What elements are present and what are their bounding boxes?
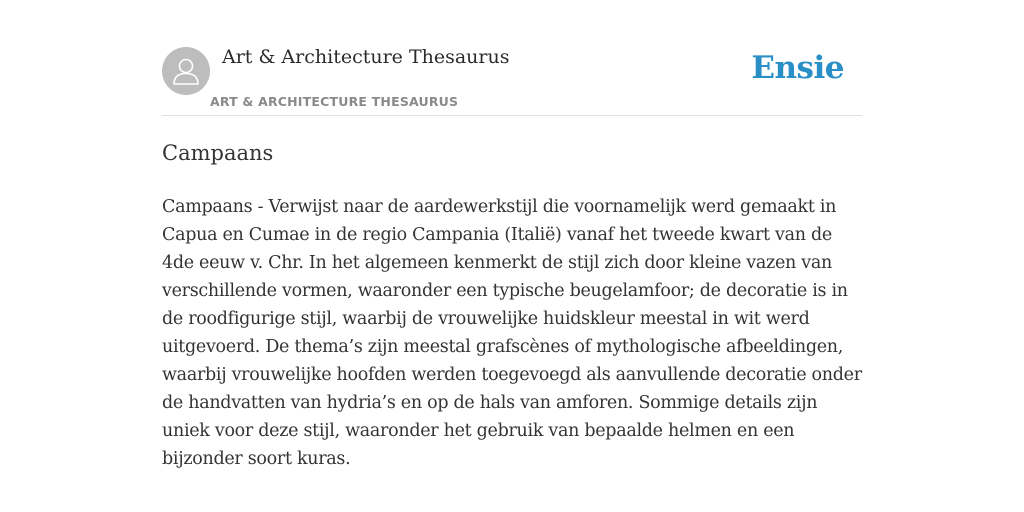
- user-icon: [162, 47, 210, 95]
- avatar[interactable]: [162, 47, 210, 95]
- term-definition: Campaans - Verwijst naar de aardewerkstijl die voornamelijk werd gemaakt in Capua en Cumae in de regio Campania (Italië) vanaf het tweede kwart van de 4de eeuw v. Chr. In het algemeen kenmerkt de stijl zich door kleine vazen van verschillende vormen, waaronder een typische beugelamfoor; de decoratie is in de roodfigurige stijl, waarbij de vrouwelijke huidskleur meestal in wit werd uitgevoerd. De thema’s zijn meestal grafscènes of mythologische afbeeldingen, waarbij vrouwelijke hoofden werden toegevoegd als aanvullende decoratie onder de handvatten van hydria’s en op de hals van amforen. Sommige details zijn uniek voor deze stijl, waaronder het gebruik van bepaalde helmen en een bijzonder soort kuras.: [162, 197, 862, 469]
- source-subtitle[interactable]: ART & ARCHITECTURE THESAURUS: [210, 94, 459, 109]
- ensie-logo[interactable]: Ensie: [751, 50, 844, 86]
- header: [162, 40, 862, 116]
- term-title: Campaans: [162, 141, 274, 165]
- source-title[interactable]: Art & Architecture Thesaurus: [222, 46, 510, 68]
